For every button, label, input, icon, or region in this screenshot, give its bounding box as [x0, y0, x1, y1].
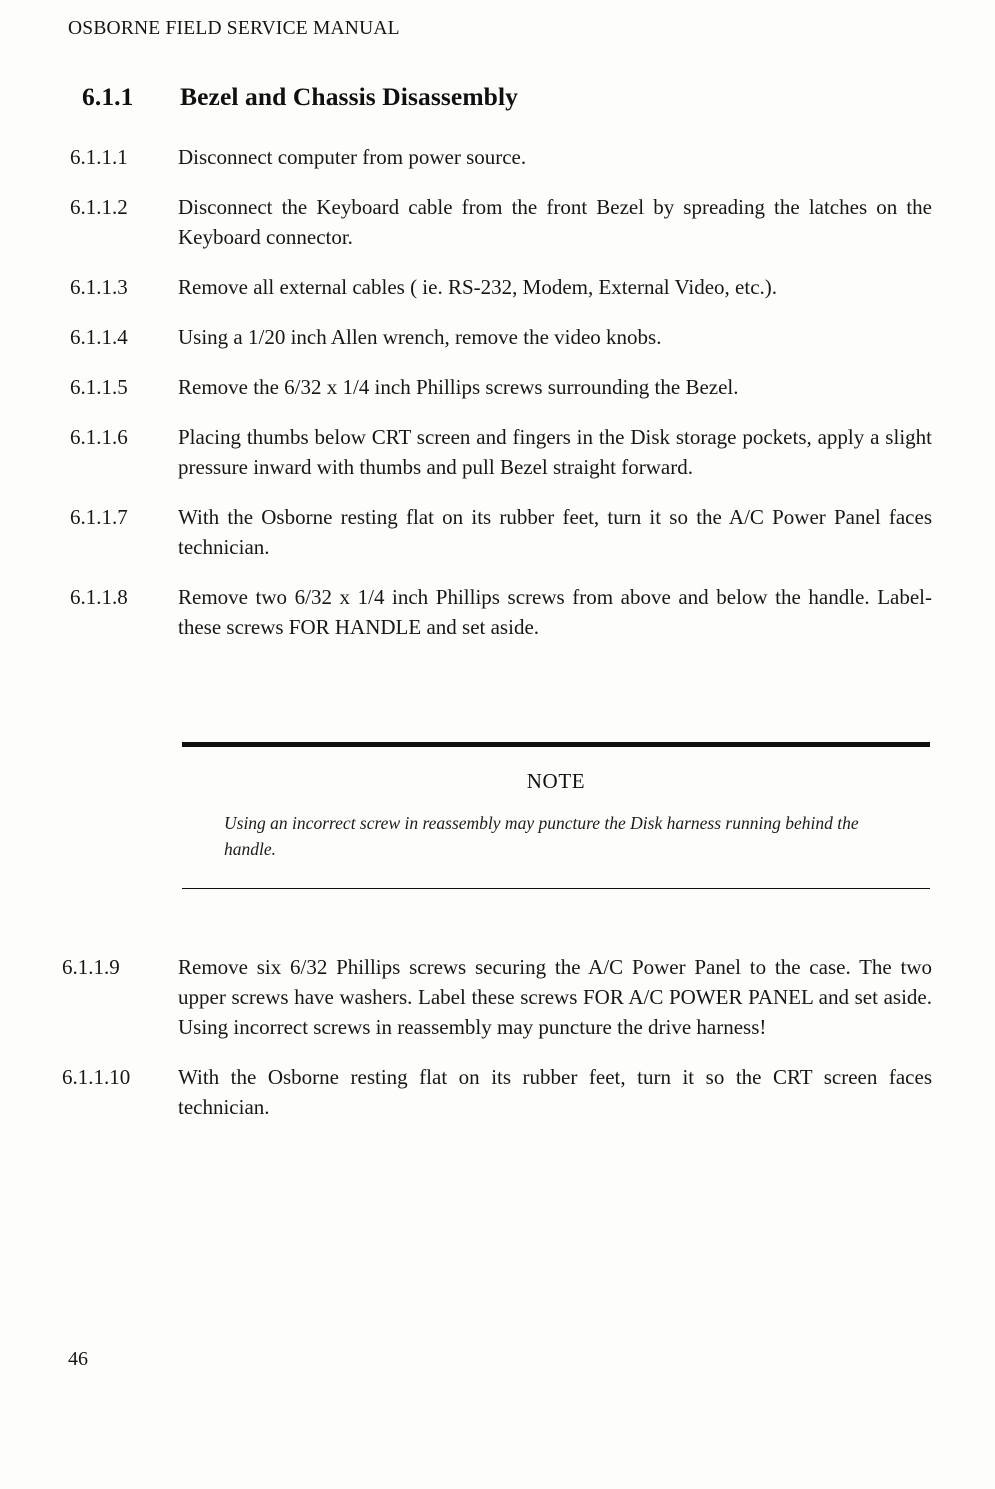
step-number: 6.1.1.5: [70, 375, 128, 399]
note-text: Using an incorrect screw in reassembly may puncture the Disk harness running behind the handle.: [224, 813, 859, 859]
step-number: 6.1.1.8: [70, 585, 128, 609]
step-text: Placing thumbs below CRT screen and fingers in the Disk storage pockets, apply a slight pressure inward with thumbs and pull Bezel straight forward.: [178, 425, 932, 479]
note-top-divider: [182, 742, 930, 747]
list-item: [62, 952, 932, 1042]
step-text: Remove the 6/32 x 1/4 inch Phillips screws surrounding the Bezel.: [178, 375, 739, 399]
list-item: [70, 322, 932, 352]
list-item: [70, 192, 932, 252]
list-item: [62, 1062, 932, 1122]
step-text: Remove two 6/32 x 1/4 inch Phillips screws from above and below the handle. Label-these screws FOR HANDLE and set aside.: [178, 585, 932, 639]
note-callout: [182, 742, 930, 889]
step-text: Remove all external cables ( ie. RS-232, Modem, External Video, etc.).: [178, 275, 778, 299]
step-number: 6.1.1.4: [70, 325, 128, 349]
step-list: [70, 142, 932, 662]
step-number: 6.1.1.2: [70, 195, 128, 219]
step-number: 6.1.1.6: [70, 425, 128, 449]
list-item: [70, 422, 932, 482]
running-head: OSBORNE FIELD SERVICE MANUAL: [68, 18, 400, 39]
page-number: 46: [68, 1348, 88, 1370]
step-text: With the Osborne resting flat on its rubber feet, turn it so the CRT screen faces technician.: [178, 1065, 932, 1119]
step-list-continued: [62, 952, 932, 1142]
section-heading: [82, 82, 912, 112]
list-item: [70, 502, 932, 562]
step-text: Remove six 6/32 Phillips screws securing the A/C Power Panel to the case. The two upper screws have washers. Label these screws FOR A/C POWER PANEL and set aside. Using incorrect screws in reassembly may puncture the drive harness!: [178, 955, 932, 1039]
list-item: [70, 142, 932, 172]
list-item: [70, 272, 932, 302]
step-text: Disconnect the Keyboard cable from the front Bezel by spreading the latches on the Keyboard connector.: [178, 195, 932, 249]
step-text: Using a 1/20 inch Allen wrench, remove the video knobs.: [178, 325, 662, 349]
step-number: 6.1.1.10: [62, 1065, 131, 1089]
step-number: 6.1.1.3: [70, 275, 128, 299]
step-text: Disconnect computer from power source.: [178, 145, 527, 169]
section-title-text: Bezel and Chassis Disassembly: [180, 82, 518, 111]
note-heading: NOTE: [526, 769, 586, 793]
step-number: 6.1.1.7: [70, 505, 128, 529]
step-number: 6.1.1.9: [62, 955, 120, 979]
note-bottom-divider: [182, 888, 930, 889]
step-text: With the Osborne resting flat on its rubber feet, turn it so the A/C Power Panel faces technician.: [178, 505, 932, 559]
section-number: 6.1.1: [82, 82, 134, 111]
list-item: [70, 582, 932, 642]
step-number: 6.1.1.1: [70, 145, 128, 169]
list-item: [70, 372, 932, 402]
